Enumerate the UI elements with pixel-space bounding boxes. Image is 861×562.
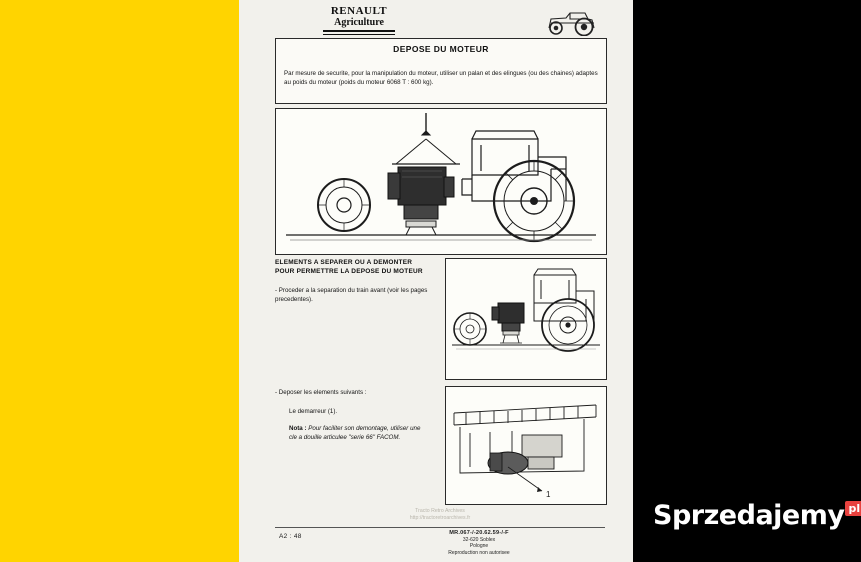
scanned-document-page	[239, 0, 633, 562]
figure-engine-removal	[275, 108, 607, 255]
page-number: A2 : 48	[279, 533, 302, 540]
watermark-line-1: Tracto Retro Archives	[415, 508, 465, 514]
nota-text: Pour faciliter son demontage, utiliser une cle a douille articulee "serie 66" FACOM.	[289, 425, 421, 441]
safety-note-text: Par mesure de securite, pour la manipulation du moteur, utiliser un palan et des elingues (ou des chaines) adaptes au poids du moteur (poids du moteur 6068 T : 600 kg).	[284, 70, 598, 86]
section-paragraph-1: - Proceder a la separation du train avant (voir les pages precedentes).	[275, 287, 428, 303]
section-nota	[289, 425, 429, 442]
section-text-column	[275, 258, 430, 441]
footer-line-4: Reproduction non autorisee	[448, 549, 510, 556]
footer-line-2: 32-620 Soblex	[462, 536, 496, 543]
tractor-icon	[539, 6, 601, 36]
archive-watermark	[275, 508, 605, 522]
footer-imprint	[389, 530, 569, 556]
section-elements-to-remove	[275, 258, 605, 503]
svg-text:1: 1	[546, 490, 551, 499]
figure-front-axle-separation	[445, 258, 607, 380]
document-title: DEPOSE DU MOTEUR	[393, 44, 489, 54]
logo-text: Sprzedajemy	[653, 500, 845, 531]
right-black-pane	[633, 0, 861, 562]
watermark-line-2: http://tractoretroarchives.fr	[409, 515, 471, 521]
section-heading: ELEMENTS A SEPARER OU A DEMONTER POUR PERMETTRE LA DEPOSE DU MOTEUR	[275, 259, 423, 275]
document-title-box	[275, 38, 607, 62]
brand-name: RENAULT	[330, 5, 388, 17]
nota-label: Nota :	[289, 425, 307, 432]
left-yellow-band	[0, 0, 239, 562]
footer-divider	[275, 527, 605, 528]
logo-tld: pl	[845, 501, 861, 516]
brand-subtitle: Agriculture	[334, 17, 384, 28]
figure-starter-location	[445, 386, 607, 505]
renault-agriculture-logo	[304, 6, 414, 35]
section-item-1: Le demarreur (1).	[289, 408, 338, 415]
footer-reference: MR.067-/-20.62.59-/-F	[449, 530, 509, 536]
sprzedajemy-logo[interactable]	[653, 500, 861, 531]
document-header	[269, 6, 609, 38]
footer-line-3: Pologne	[469, 543, 489, 550]
brand-underline	[323, 30, 395, 35]
section-paragraph-2: - Deposer les elements suivants :	[275, 389, 367, 396]
safety-note-box	[275, 60, 607, 104]
